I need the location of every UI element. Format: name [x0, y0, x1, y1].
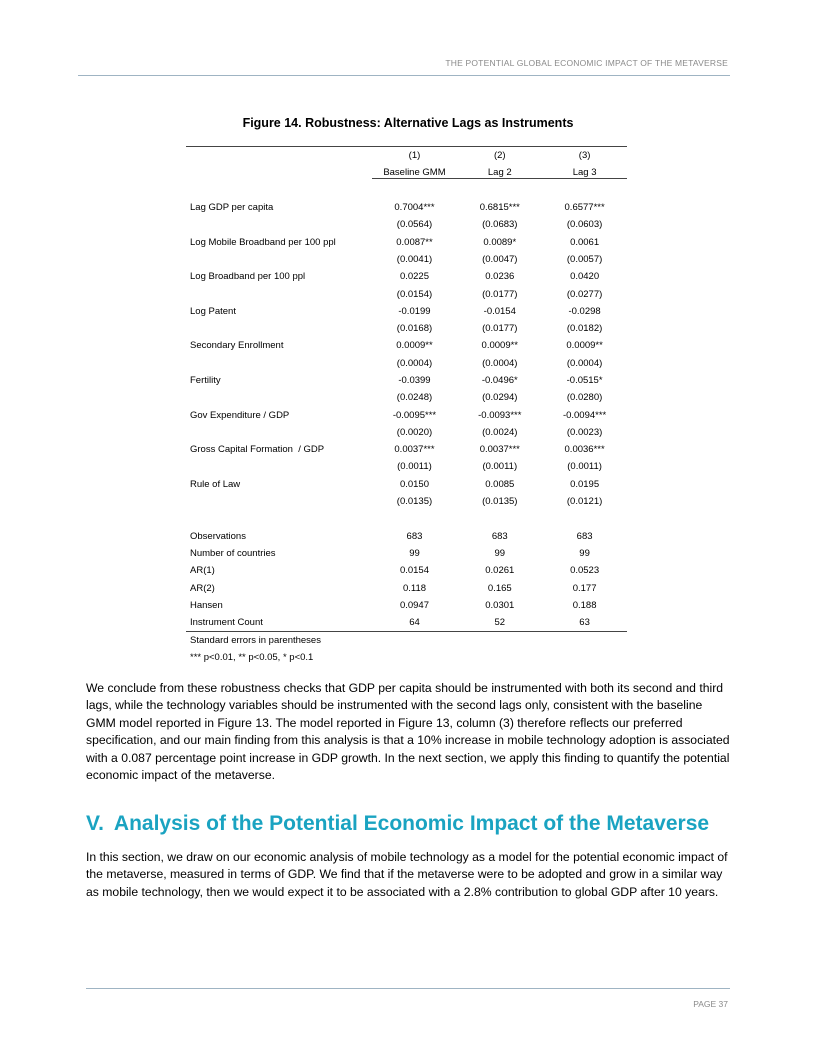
coef-cell: -0.0496* [481, 375, 518, 386]
coef-cell: 0.0087** [396, 236, 433, 248]
coef-cell: 0.0037*** [479, 444, 520, 456]
se-cell: (0.0121) [566, 496, 603, 508]
column-number: (3) [578, 150, 591, 162]
table-spacer [186, 510, 627, 527]
footer-rule [86, 988, 730, 989]
stat-cell: 683 [491, 530, 508, 542]
se-cell: (0.0564) [396, 219, 433, 231]
stat-cell: 683 [406, 530, 423, 542]
stat-cell: 0.188 [572, 599, 597, 611]
stat-row-ar2 [186, 579, 627, 596]
se-row-broadband [186, 285, 627, 302]
coef-cell: 0.0150 [399, 478, 429, 490]
coef-cell: 0.0195 [570, 478, 600, 490]
coef-cell: -0.0399 [398, 375, 431, 386]
se-cell: (0.0280) [566, 392, 603, 404]
se-row-fertility [186, 389, 627, 406]
stat-cell: 0.0301 [485, 599, 515, 611]
coef-cell: -0.0199 [398, 305, 431, 317]
se-row-mobile-broadband [186, 251, 627, 268]
running-header: THE POTENTIAL GLOBAL ECONOMIC IMPACT OF THE METAVERSE [445, 58, 728, 68]
stat-label: Number of countries [190, 547, 276, 559]
se-cell: (0.0248) [396, 392, 433, 404]
table-note: Standard errors in parentheses [190, 635, 321, 647]
stat-label: Instrument Count [190, 617, 263, 629]
coef-cell: -0.0094*** [562, 409, 607, 421]
coef-row-rule-of-law [186, 476, 627, 493]
coef-row-broadband [186, 268, 627, 285]
coef-row-gross-capital-formation [186, 441, 627, 458]
stat-cell: 99 [579, 547, 590, 559]
table-header-numbers [186, 147, 627, 164]
se-cell: (0.0004) [482, 357, 518, 369]
coef-cell: 0.0009** [396, 340, 433, 352]
stat-cell: 0.118 [402, 582, 427, 594]
column-name: Baseline GMM [372, 167, 458, 179]
coef-cell: 0.0085 [485, 478, 515, 490]
coef-cell: -0.0515* [566, 375, 603, 386]
se-cell: (0.0154) [396, 288, 433, 300]
se-cell: (0.0294) [482, 392, 518, 404]
stat-cell: 0.165 [487, 582, 512, 594]
stat-cell: 99 [409, 547, 420, 559]
table-spacer [186, 182, 627, 199]
se-cell: (0.0057) [566, 253, 603, 265]
se-row-lag-gdp [186, 216, 627, 233]
stat-cell: 63 [579, 617, 590, 629]
stat-cell: 52 [494, 617, 506, 629]
se-row-rule-of-law [186, 493, 627, 510]
coef-row-patent [186, 303, 627, 320]
column-name: Lag 3 [542, 167, 627, 179]
se-cell: (0.0182) [566, 323, 603, 335]
row-label: Rule of Law [190, 478, 241, 490]
row-label: Gov Expenditure / GDP [190, 409, 290, 421]
row-label: Lag GDP per capita [190, 202, 274, 214]
coef-cell: -0.0298 [568, 305, 601, 317]
se-cell: (0.0004) [566, 357, 603, 369]
se-row-gross-capital-formation [186, 458, 627, 475]
stat-cell: 683 [576, 530, 593, 542]
section-heading [86, 812, 709, 836]
se-cell: (0.0603) [566, 219, 603, 231]
regression-table [186, 146, 627, 666]
coef-cell: 0.0225 [399, 271, 429, 283]
coef-cell: 0.0236 [485, 271, 515, 283]
body-paragraph: In this section, we draw on our economic analysis of mobile technology as a model for the potential economic impact of the metaverse, measured in terms of GDP. We find that if the metaverse were to be adopted and grow in a similar way as mobile technology, then we would expect it to be associated with a 2.8% contribution to global GDP after 10 years. [86, 850, 728, 899]
table-header-names [186, 164, 627, 181]
coef-cell: 0.0009** [566, 340, 603, 352]
se-cell: (0.0011) [482, 461, 518, 473]
row-label: Log Patent [190, 305, 236, 317]
se-cell: (0.0047) [482, 253, 518, 265]
coef-row-secondary-enrollment [186, 337, 627, 354]
stat-cell: 0.177 [572, 582, 597, 594]
coef-row-mobile-broadband [186, 233, 627, 250]
stat-row-observations [186, 528, 627, 545]
coef-cell: 0.0061 [570, 236, 600, 248]
se-cell: (0.0177) [482, 288, 518, 300]
table-note: *** p<0.01, ** p<0.05, * p<0.1 [190, 652, 314, 664]
stat-cell: 0.0154 [399, 565, 429, 577]
stat-row-hansen [186, 597, 627, 614]
se-cell: (0.0011) [567, 461, 602, 473]
header-rule [78, 75, 730, 76]
stat-label: AR(1) [190, 565, 215, 577]
stat-cell: 99 [494, 547, 506, 559]
se-cell: (0.0683) [482, 219, 518, 231]
row-label: Gross Capital Formation / GDP [190, 444, 325, 456]
row-label: Secondary Enrollment [190, 340, 284, 352]
stat-row-instrument-count [186, 614, 627, 632]
coef-cell: 0.0037*** [394, 444, 435, 456]
column-number: (1) [408, 150, 421, 162]
coef-cell: 0.0089* [483, 236, 517, 248]
stat-row-countries [186, 545, 627, 562]
coef-cell: 0.6577*** [564, 202, 605, 214]
se-row-secondary-enrollment [186, 355, 627, 372]
section-title: Analysis of the Potential Economic Impact of the Metaverse [113, 812, 710, 835]
coef-cell: 0.6815*** [479, 202, 520, 214]
se-cell: (0.0020) [396, 426, 433, 438]
page-number: PAGE 37 [693, 999, 728, 1009]
stat-cell: 0.0947 [399, 599, 429, 611]
se-cell: (0.0024) [482, 426, 518, 438]
se-cell: (0.0023) [566, 426, 603, 438]
coef-cell: -0.0093*** [478, 409, 522, 421]
stat-label: Observations [190, 530, 246, 542]
se-cell: (0.0168) [396, 323, 433, 335]
stat-cell: 0.0523 [570, 565, 600, 577]
row-label: Log Broadband per 100 ppl [190, 271, 306, 283]
se-cell: (0.0135) [482, 496, 518, 508]
coef-cell: 0.0009** [481, 340, 518, 352]
coef-cell: -0.0095*** [392, 409, 437, 421]
se-cell: (0.0177) [482, 323, 518, 335]
body-paragraph: We conclude from these robustness checks that GDP per capita should be instrumented with both its second and third lags, while the technology variables should be instrumented with the second lags only, consistent with the baseline GMM model reported in Figure 13. The model reported in Figure 13, column (3) therefore reflects our preferred specification, and our main finding from this analysis is that a 10% increase in mobile technology adoption is associated with a 0.087 percentage point increase in GDP growth. In the next section, we apply this finding to quantify the potential economic impact of the metaverse. [86, 681, 730, 783]
se-cell: (0.0135) [396, 496, 433, 508]
se-cell: (0.0004) [396, 357, 433, 369]
coef-cell: 0.0036*** [564, 444, 605, 456]
stat-label: Hansen [190, 599, 223, 611]
stat-cell: 64 [409, 617, 420, 629]
coef-row-fertility [186, 372, 627, 389]
coef-cell: 0.7004*** [394, 202, 435, 214]
se-cell: (0.0277) [566, 288, 603, 300]
column-number: (2) [493, 150, 506, 162]
se-row-patent [186, 320, 627, 337]
coef-row-lag-gdp [186, 199, 627, 216]
row-label: Fertility [190, 375, 221, 386]
section-number: V. [86, 812, 104, 835]
se-cell: (0.0041) [396, 253, 433, 265]
figure-title: Figure 14. Robustness: Alternative Lags as Instruments [242, 116, 574, 130]
stat-label: AR(2) [190, 582, 215, 594]
row-label: Log Mobile Broadband per 100 ppl [190, 236, 336, 248]
coef-row-gov-expenditure [186, 406, 627, 423]
column-name: Lag 2 [457, 167, 542, 179]
se-cell: (0.0011) [397, 461, 432, 473]
stat-cell: 0.0261 [485, 565, 515, 577]
se-row-gov-expenditure [186, 424, 627, 441]
coef-cell: -0.0154 [483, 305, 516, 317]
coef-cell: 0.0420 [570, 271, 600, 283]
stat-row-ar1 [186, 562, 627, 579]
